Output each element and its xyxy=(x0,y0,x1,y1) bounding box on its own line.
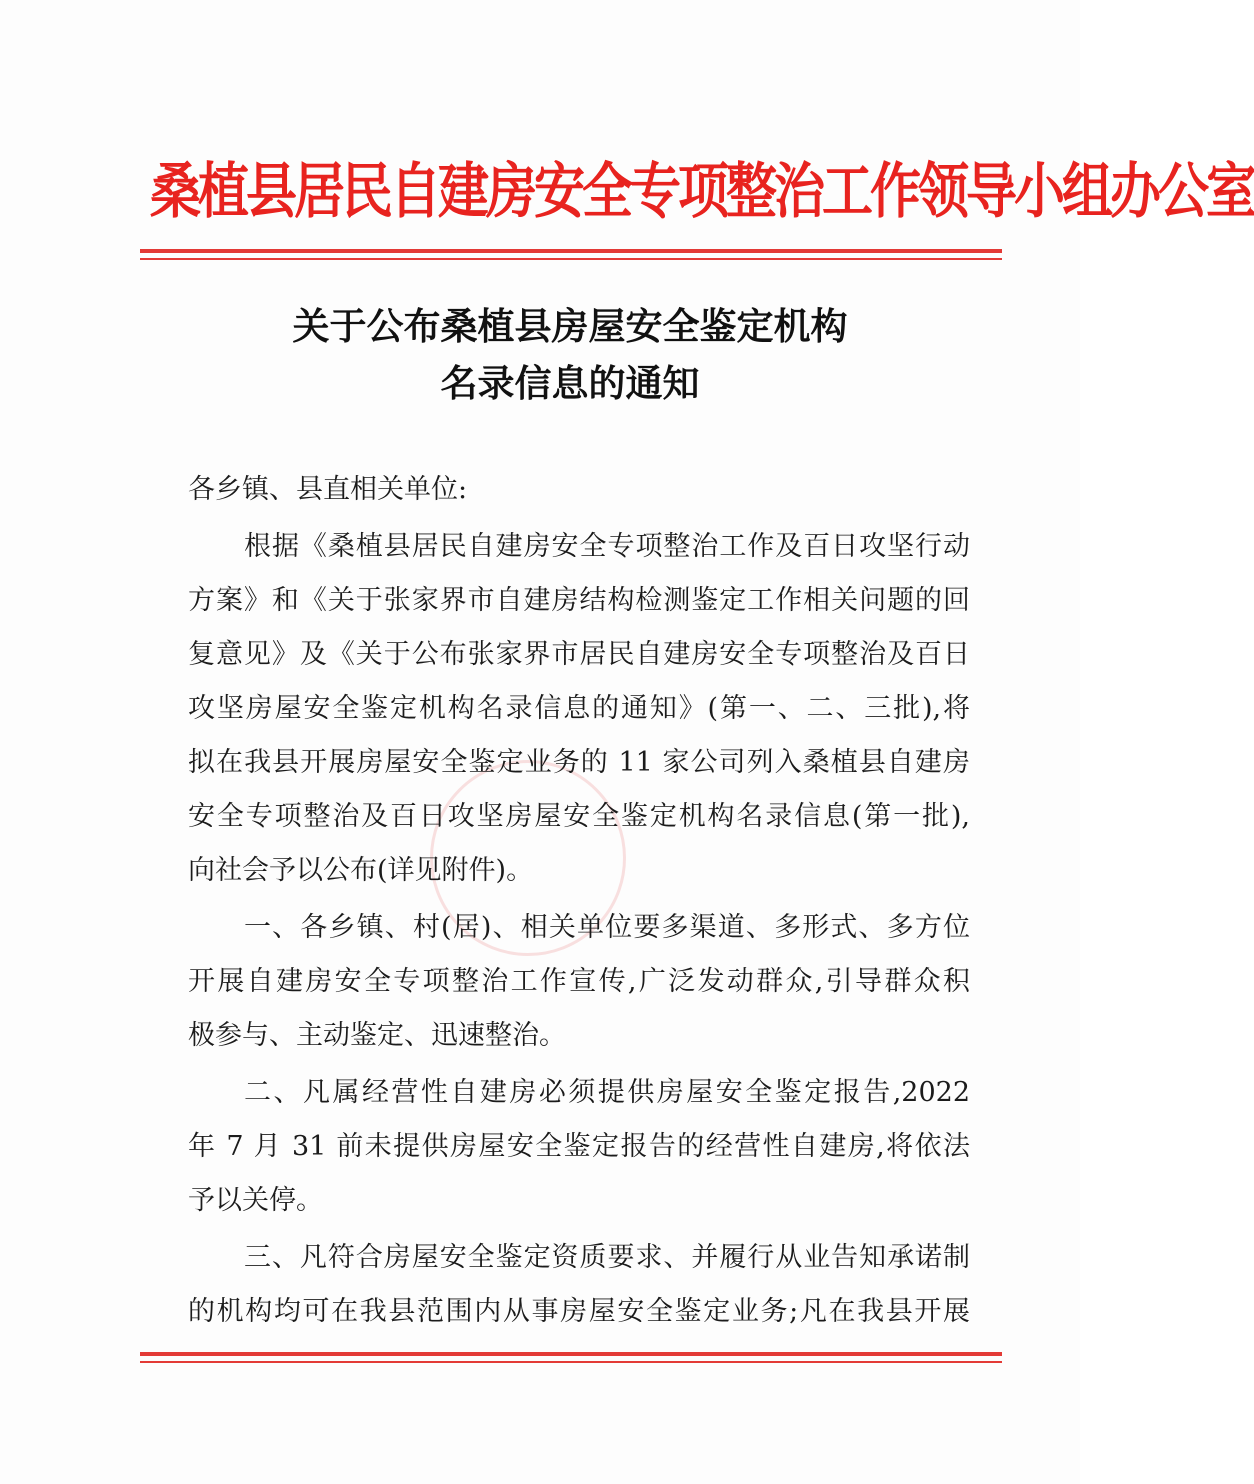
paragraph-line: 年 7 月 31 前未提供房屋安全鉴定报告的经营性自建房,将依法 xyxy=(188,1131,970,1162)
footer-red-rule-thin xyxy=(140,1361,1002,1363)
paragraph-line: 二、凡属经营性自建房必须提供房屋安全鉴定报告,2022 xyxy=(244,1077,970,1108)
addressee-line: 各乡镇、县直相关单位: xyxy=(188,474,468,505)
paragraph-line: 攻坚房屋安全鉴定机构名录信息的通知》(第一、二、三批),将 xyxy=(188,693,970,724)
document-title-line-1: 关于公布桑植县房屋安全鉴定机构 xyxy=(292,304,848,348)
paragraph-line: 向社会予以公布(详见附件)。 xyxy=(188,855,534,886)
paragraph-line: 三、凡符合房屋安全鉴定资质要求、并履行从业告知承诺制 xyxy=(244,1242,970,1273)
paragraph-line: 极参与、主动鉴定、迅速整治。 xyxy=(188,1020,566,1051)
document-title-line-2: 名录信息的通知 xyxy=(440,361,700,405)
footer-red-rule-thick xyxy=(140,1352,1002,1356)
paragraph-line: 的机构均可在我县范围内从事房屋安全鉴定业务;凡在我县开展 xyxy=(188,1296,970,1327)
letterhead-org-name: 桑植县居民自建房安全专项整治工作领导小组办公室 xyxy=(150,157,1254,228)
paragraph-line: 开展自建房安全专项整治工作宣传,广泛发动群众,引导群众积 xyxy=(188,966,970,997)
paragraph-line: 方案》和《关于张家界市自建房结构检测鉴定工作相关问题的回 xyxy=(188,585,970,616)
paragraph-line: 拟在我县开展房屋安全鉴定业务的 11 家公司列入桑植县自建房 xyxy=(188,747,970,778)
paragraph-line: 复意见》及《关于公布张家界市居民自建房安全专项整治及百日 xyxy=(188,639,970,670)
letterhead-red-rule-thin xyxy=(140,258,1002,260)
paragraph-line: 安全专项整治及百日攻坚房屋安全鉴定机构名录信息(第一批), xyxy=(188,801,970,832)
paragraph-line: 予以关停。 xyxy=(188,1185,323,1216)
paragraph-line: 根据《桑植县居民自建房安全专项整治工作及百日攻坚行动 xyxy=(244,531,970,562)
letterhead-red-rule-thick xyxy=(140,249,1002,253)
paragraph-line: 一、各乡镇、村(居)、相关单位要多渠道、多形式、多方位 xyxy=(244,912,970,943)
